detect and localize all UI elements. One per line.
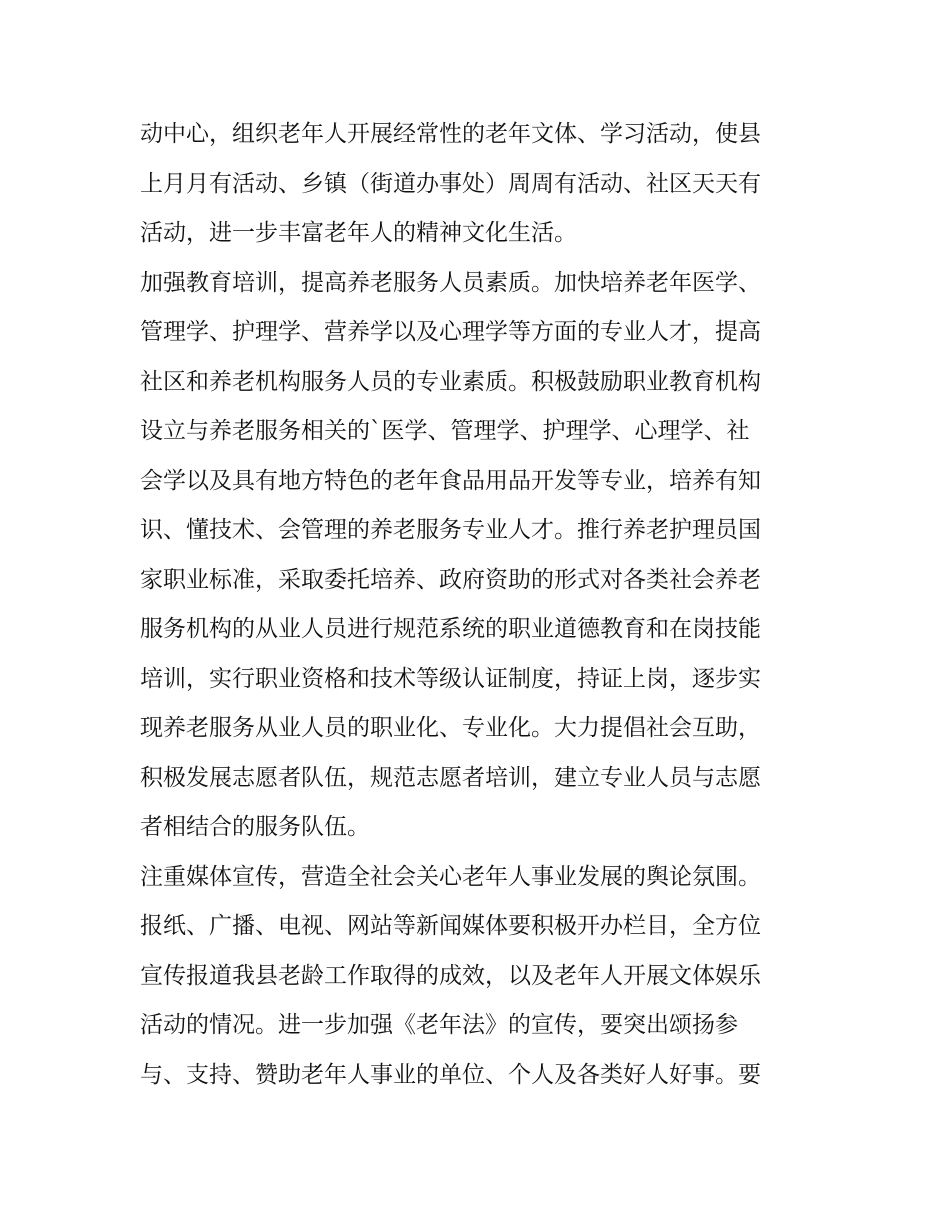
- text-line: 设立与养老服务相关的`医学、管理学、护理学、心理学、社: [140, 418, 750, 444]
- text-line: 社区和养老机构服务人员的专业素质。积极鼓励职业教育机构: [140, 368, 761, 395]
- text-line: 家职业标准，采取委托培养、政府资助的形式对各类社会养老: [140, 566, 761, 593]
- text-line: 上月月有活动、乡镇（街道办事处）周周有活动、社区天天有: [140, 170, 761, 197]
- body-text: [140, 110, 820, 1100]
- text-line: 管理学、护理学、营养学以及心理学等方面的专业人才，提高: [140, 319, 761, 345]
- text-line: 动中心，组织老年人开展经常性的老年文体、学习活动，使县: [140, 121, 761, 147]
- text-line: 识、懂技术、会管理的养老服务专业人才。推行养老护理员国: [140, 517, 761, 543]
- text-line: 加强教育培训，提高养老服务人员素质。加快培养老年医学、: [140, 269, 761, 296]
- text-line: 服务机构的从业人员进行规范系统的职业道德教育和在岗技能: [140, 616, 761, 642]
- text-line: 培训，实行职业资格和技术等级认证制度，持证上岗，逐步实: [140, 665, 761, 692]
- text-line: 注重媒体宣传，营造全社会关心老年人事业发展的舆论氛围。: [140, 863, 761, 890]
- text-line: 宣传报道我县老龄工作取得的成效，以及老年人开展文体娱乐: [140, 962, 761, 989]
- text-line: 现养老服务从业人员的职业化、专业化。大力提倡社会互助，: [140, 715, 761, 741]
- text-line: 会学以及具有地方特色的老年食品用品开发等专业，培养有知: [140, 467, 761, 494]
- text-line: 与、支持、赞助老年人事业的单位、个人及各类好人好事。要: [140, 1061, 761, 1088]
- text-line: 积极发展志愿者队伍，规范志愿者培训，建立专业人员与志愿: [140, 764, 761, 791]
- text-line: 报纸、广播、电视、网站等新闻媒体要积极开办栏目，全方位: [140, 913, 761, 939]
- text-line: 活动，进一步丰富老年人的精神文化生活。: [140, 220, 577, 246]
- text-line: 活动的情况。进一步加强《老年法》的宣传，要突出颂扬参: [140, 1012, 738, 1038]
- text-line: 者相结合的服务队伍。: [140, 814, 370, 840]
